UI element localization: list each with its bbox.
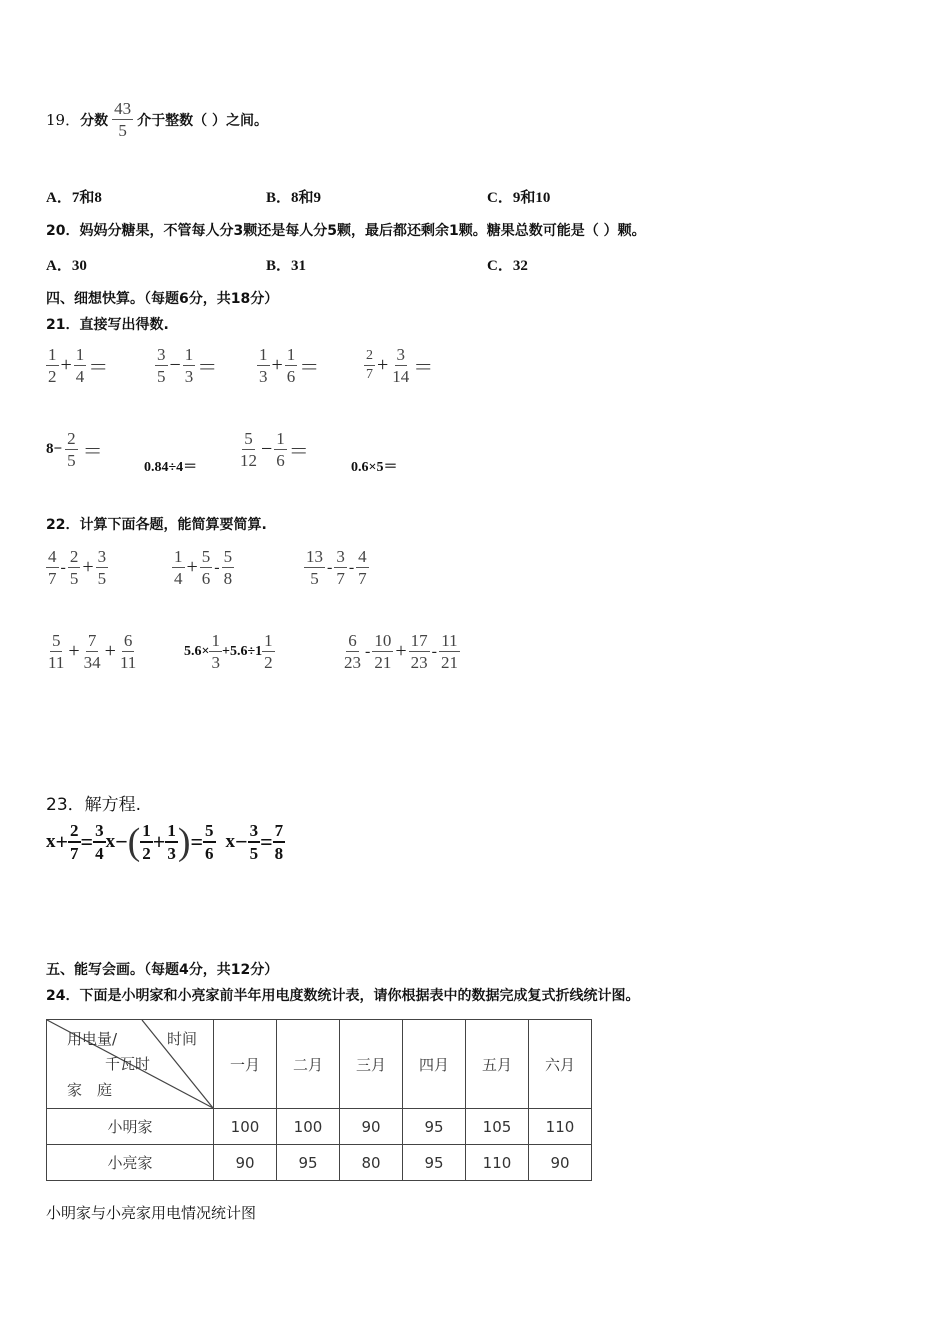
q19-prefix: 分数 [80,112,109,129]
q19-option-c: C．9和10 [487,190,551,206]
q22-expr-2: $\frac{1}{4}$ + $\frac{5}{6}$ - $\frac{5}{8}$ [174,547,233,588]
usage-cell: 110 [466,1145,529,1181]
q21-expr-7: $\frac{5}{12}$ − $\frac{1}{6}$ ＝ [240,429,309,470]
q20-option-b: B．31 [266,258,307,274]
chart-caption: 小明家与小亮家用电情况统计图 [46,1204,257,1222]
table-row [47,1145,592,1181]
question-19 [46,100,268,139]
month-header: 一月 [214,1020,277,1109]
question-21-title: 21．直接写出得数. [46,317,169,333]
q21-expr-2: $\frac{3}{5}$ − $\frac{1}{3}$ ＝ [157,345,218,386]
section-5-title: 五、能写会画。（每题4分，共12分） [46,962,279,978]
header-unit-label: 千瓦时 [105,1055,151,1073]
family-name-cell: 小明家 [47,1109,214,1145]
electricity-usage-table [46,1019,592,1181]
q22-expr-4: $\frac{5}{11}$ + $\frac{7}{34}$ + $\frac{6}{11}$ [48,631,137,672]
question-20: 20．妈妈分糖果，不管每人分3颗还是每人分5颗，最后都还剩余1颗。糖果总数可能是（ ）颗。 [46,223,646,239]
q22-expr-6: $\frac{6}{23}$ - $\frac{10}{21}$ + $\frac{17}{23}$ - $\frac{11}{21}$ [344,631,458,672]
q19-suffix: 介于整数（ ）之间。 [137,112,268,129]
table-row [47,1109,592,1145]
month-header: 六月 [529,1020,592,1109]
q19-fraction: $\frac{43}{5}$ [114,99,132,140]
q21-expr-3: $\frac{1}{3}$ + $\frac{1}{6}$ ＝ [259,345,320,386]
usage-cell: 90 [529,1145,592,1181]
q20-option-a: A．30 [46,258,87,274]
q23-equations: x + $\frac{2}{7}$ = $\frac{3}{4}$ x − ( $\frac{1}{2}$ + $\frac{1}{3}$ ) = $\frac{5}{6}$ x − $\frac{3}{5}$ = $\frac{7}{8}$ [46,821,284,863]
table-header-row [47,1020,592,1109]
q20-option-c: C．32 [487,258,528,274]
usage-cell: 100 [277,1109,340,1145]
question-24-title: 24．下面是小明家和小亮家前半年用电度数统计表，请你根据表中的数据完成复式折线统计图。 [46,988,640,1004]
q21-expr-4: $\frac{2}{7}$ + $\frac{3}{14}$ ＝ [366,345,434,386]
usage-cell: 80 [340,1145,403,1181]
month-header: 二月 [277,1020,340,1109]
left-paren-icon: ( [127,821,141,863]
q19-option-a: A．7和8 [46,190,102,206]
q22-expr-5: 5.6× $\frac{1}{3}$ +5.6÷1 $\frac{1}{2}$ [184,631,273,672]
question-22-title: 22．计算下面各题，能简算要简算. [46,517,267,533]
family-name-cell: 小亮家 [47,1145,214,1181]
diagonal-header-cell [47,1020,214,1109]
usage-cell: 105 [466,1109,529,1145]
usage-cell: 100 [214,1109,277,1145]
month-header: 三月 [340,1020,403,1109]
usage-cell: 95 [403,1109,466,1145]
header-time-label: 时间 [167,1030,198,1048]
q22-expr-3: $\frac{13}{5}$ - $\frac{3}{7}$ - $\frac{4}{7}$ [306,547,367,588]
q21-expr-8: 0.6×5＝ [351,460,398,475]
q21-expr-1: $\frac{1}{2}$ + $\frac{1}{4}$ ＝ [48,345,109,386]
q19-number: 19． [46,111,81,129]
header-family-label: 家 庭 [67,1081,113,1099]
usage-cell: 95 [403,1145,466,1181]
usage-cell: 110 [529,1109,592,1145]
usage-cell: 90 [214,1145,277,1181]
q19-option-b: B．8和9 [266,190,322,206]
question-23-title: 23．解方程. [46,795,142,815]
q21-expr-6: 0.84÷4＝ [144,460,198,475]
usage-cell: 90 [340,1109,403,1145]
q21-expr-5: 8− $\frac{2}{5}$ ＝ [46,429,103,470]
usage-cell: 95 [277,1145,340,1181]
section-4-title: 四、细想快算。（每题6分，共18分） [46,291,279,307]
right-paren-icon: ) [177,821,191,863]
q22-expr-1: $\frac{4}{7}$ - $\frac{2}{5}$ + $\frac{3}{5}$ [48,547,107,588]
header-usage-label: 用电量/ [67,1030,118,1048]
month-header: 五月 [466,1020,529,1109]
month-header: 四月 [403,1020,466,1109]
